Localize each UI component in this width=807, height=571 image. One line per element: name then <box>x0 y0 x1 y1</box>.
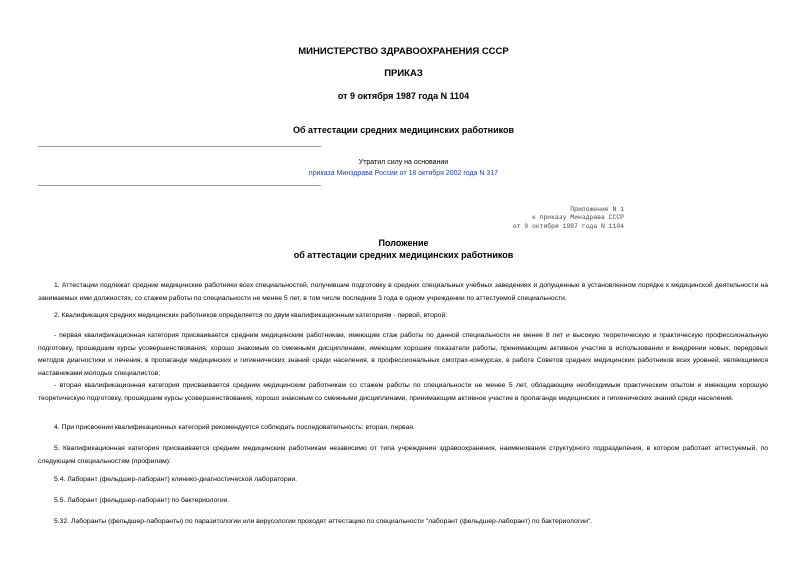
paragraph-5-4: 5.4. Лаборант (фельдшер-лаборант) клинико-диагностической лаборатории. <box>54 476 298 483</box>
regulation-title: Положение <box>378 238 429 248</box>
appendix-line-2: к приказу Минздрава СССР <box>531 214 624 222</box>
lost-force-note: Утратил силу на основании <box>358 159 449 166</box>
lost-force-link-line <box>0 170 807 177</box>
paragraph-1: 1. Аттестации подлежат средние медицинские работники всех специальностей, получившие подготовку в средних специальных учебных заведениях и допущенные в установленном порядке к медицинской деятельности на занимаемых ими должностях, со стажем работы по специальности не менее 5 лет, в том числе последние 3 года в одном учреждении по аттестуемой специальности. <box>38 282 768 302</box>
paragraph-2: 2. Квалификация средних медицинских работников определяется по двум квалификационным категориям - первой, второй: <box>54 312 448 319</box>
appendix-line-3: от 9 октября 1987 года N 1104 <box>512 222 624 230</box>
ministry-heading: МИНИСТЕРСТВО ЗДРАВООХРАНЕНИЯ СССР <box>298 46 509 57</box>
appendix-line-1: Приложение N 1 <box>570 206 624 213</box>
paragraph-5-5: 5.5. Лаборант (фельдшер-лаборант) по бактериологии. <box>54 497 230 504</box>
appendix-block <box>424 206 624 231</box>
paragraph-4: 4. При присвоении квалификационных категорий рекомендуется соблюдать последовательность: вторая, первая. <box>54 424 415 431</box>
paragraph-5-32: 5.32. Лаборанты (фельдшер-лаборанты) по паразитологии или вирусологии проходят аттестацию по специальности "лаборант (фельдшер-лаборант) по бактериологии". <box>54 518 593 525</box>
doc-type-heading: ПРИКАЗ <box>384 68 423 79</box>
divider-top <box>38 146 321 147</box>
divider-bottom <box>38 185 321 186</box>
regulation-subtitle: об аттестации средних медицинских работников <box>293 250 514 260</box>
repeal-order-link[interactable]: приказа Минздрава России от 18 октября 2002 года N 317 <box>308 170 499 177</box>
paragraph-2-second-category: - вторая квалификационная категория присваивается средним медицинским работникам со стажем работы по специальности не менее 5 лет, обладающим необходимым практическим опытом и имеющим хорошую теоретическую подготовку, прошедшим курсы усовершенствования, хорошо знакомым со смежными дисциплинами, принимающим активное участие в пропаганде медицинских и гигиенических знаний среди населения. <box>38 382 768 402</box>
paragraph-5: 5. Квалификационная категория присваивается средним медицинским работникам независимо от типа учреждения здравоохранения, наименования структурного подразделения, в котором работает аттестуемый, по следующим специальностям (профилям): <box>38 445 768 465</box>
order-subject: Об аттестации средних медицинских работников <box>292 125 515 135</box>
paragraph-2-first-category: - первая квалификационная категория присваивается средним медицинским работникам, имеющим стаж работы по данной специальности не менее 8 лет и высокую теоретическую и практическую профессиональную подготовку, прошедшим курсы усовершенствования, хорошо знакомым со смежными дисциплинами, имеющим хорошие показатели работы, принимающим активное участие в использовании и внедрении новых, передовых методов диагностики и лечения, в пропаганде медицинских и гигиенических знаний среди населения, в профессиональных смотрах-конкурсах, в работе Советов средних медицинских работников всех уровней, являющимися наставниками молодых специалистов; <box>38 332 768 377</box>
order-date-number: от 9 октября 1987 года N 1104 <box>337 91 470 101</box>
